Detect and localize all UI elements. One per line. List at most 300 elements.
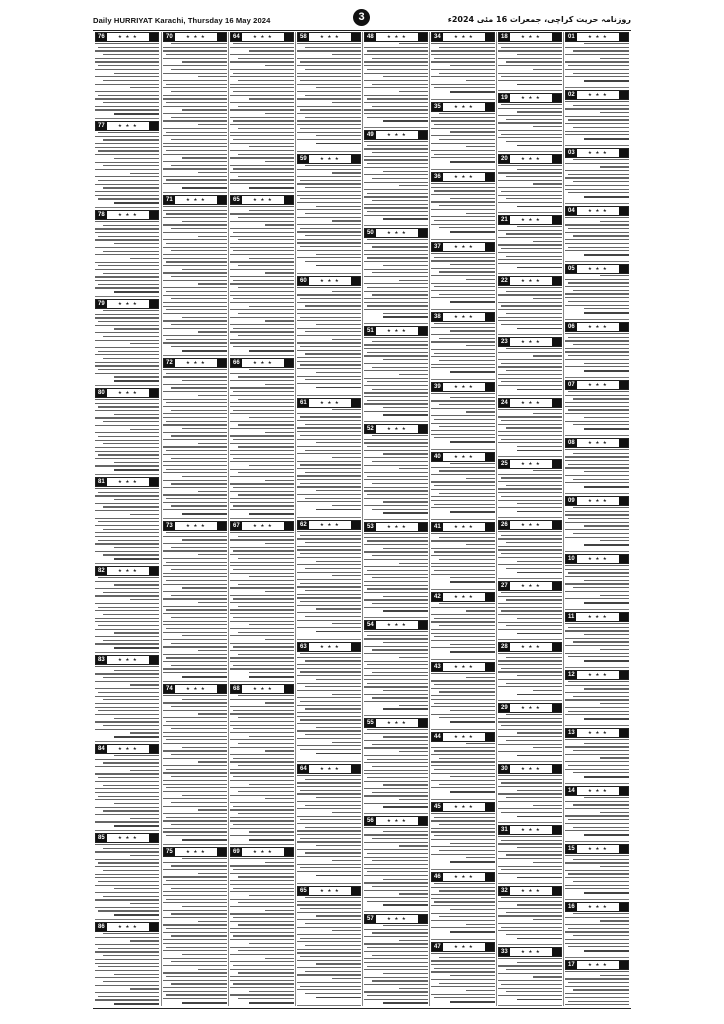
urdu-text-line bbox=[265, 65, 294, 66]
classified-ad bbox=[230, 195, 294, 356]
ad-bar-end-block bbox=[351, 643, 360, 651]
ad-bar-end-block bbox=[149, 300, 158, 308]
urdu-text-line bbox=[300, 346, 361, 347]
classified-ad bbox=[565, 960, 629, 1006]
ad-bar-end-block bbox=[351, 277, 360, 285]
urdu-text-line bbox=[230, 532, 294, 533]
classified-ad bbox=[565, 786, 629, 842]
urdu-text-line bbox=[498, 65, 562, 66]
urdu-text-line bbox=[163, 598, 227, 599]
urdu-text-line bbox=[434, 485, 495, 486]
urdu-text-line bbox=[568, 355, 629, 356]
ads-column bbox=[230, 32, 294, 1006]
urdu-text-line bbox=[166, 102, 227, 103]
classified-ad bbox=[95, 121, 159, 208]
urdu-text-line bbox=[498, 374, 562, 375]
urdu-text-line bbox=[573, 641, 629, 642]
star-ornament-icon: ★ ★ ★ bbox=[117, 123, 138, 129]
urdu-text-line bbox=[431, 120, 495, 121]
urdu-text-line bbox=[498, 442, 562, 443]
urdu-text-line bbox=[95, 417, 159, 418]
urdu-text-line bbox=[265, 480, 294, 481]
urdu-text-line bbox=[297, 376, 361, 377]
urdu-text-line bbox=[332, 623, 361, 624]
urdu-text-line bbox=[163, 168, 227, 169]
urdu-text-line bbox=[130, 684, 159, 685]
urdu-text-line bbox=[265, 958, 294, 959]
urdu-text-line bbox=[238, 765, 294, 766]
classified-ad bbox=[297, 642, 361, 762]
urdu-text-line bbox=[230, 509, 294, 510]
urdu-text-line bbox=[383, 973, 428, 974]
urdu-text-line bbox=[501, 927, 562, 928]
ad-number-bar bbox=[163, 195, 227, 205]
urdu-text-line bbox=[163, 813, 227, 814]
urdu-text-line bbox=[372, 246, 428, 247]
urdu-text-line bbox=[230, 628, 294, 629]
ad-number-bar bbox=[498, 276, 562, 286]
urdu-text-line bbox=[431, 614, 495, 615]
urdu-text-line bbox=[114, 469, 159, 471]
urdu-text-line bbox=[364, 337, 428, 338]
urdu-text-line bbox=[332, 54, 361, 55]
star-ornament-icon: ★ ★ ★ bbox=[587, 846, 608, 852]
urdu-text-line bbox=[95, 866, 159, 867]
urdu-text-line bbox=[431, 327, 495, 328]
ad-bar-end-block bbox=[552, 155, 561, 163]
ad-bar-end-block bbox=[619, 497, 628, 505]
urdu-text-line bbox=[163, 80, 227, 81]
urdu-text-line bbox=[584, 80, 629, 82]
urdu-text-line bbox=[230, 87, 294, 88]
urdu-text-line bbox=[98, 65, 159, 66]
urdu-text-line bbox=[364, 457, 428, 458]
urdu-text-line bbox=[265, 113, 294, 114]
urdu-text-line bbox=[114, 462, 159, 463]
urdu-text-line bbox=[230, 668, 294, 669]
urdu-text-line bbox=[198, 124, 227, 125]
urdu-text-line bbox=[238, 998, 294, 999]
urdu-text-line bbox=[364, 958, 428, 959]
urdu-text-line bbox=[98, 454, 159, 455]
ad-number-bar bbox=[364, 718, 428, 728]
urdu-text-line bbox=[364, 403, 428, 404]
urdu-text-line bbox=[367, 117, 428, 118]
urdu-text-line bbox=[95, 703, 159, 704]
star-ornament-icon: ★ ★ ★ bbox=[319, 888, 340, 894]
urdu-text-line bbox=[565, 108, 629, 109]
urdu-text-line bbox=[130, 903, 159, 904]
urdu-text-line bbox=[249, 369, 294, 370]
urdu-text-line bbox=[431, 854, 495, 855]
urdu-text-line bbox=[163, 210, 227, 211]
ad-text-block bbox=[95, 933, 159, 1005]
urdu-text-line bbox=[300, 128, 361, 129]
urdu-text-line bbox=[230, 102, 294, 103]
urdu-text-line bbox=[364, 694, 428, 695]
urdu-text-line bbox=[364, 148, 428, 149]
ad-number-bar bbox=[565, 960, 629, 970]
classified-ad bbox=[565, 90, 629, 146]
urdu-text-line bbox=[95, 618, 159, 619]
urdu-text-line bbox=[230, 380, 294, 381]
urdu-text-line bbox=[434, 817, 495, 818]
urdu-text-line bbox=[163, 384, 227, 385]
star-ornament-icon: ★ ★ ★ bbox=[520, 583, 541, 589]
urdu-text-line bbox=[367, 777, 428, 778]
star-ornament-icon: ★ ★ ★ bbox=[252, 34, 273, 40]
star-ornament-icon: ★ ★ ★ bbox=[453, 244, 474, 250]
urdu-text-line bbox=[450, 161, 495, 163]
ad-bar-end-block bbox=[485, 453, 494, 461]
urdu-text-line bbox=[517, 790, 562, 791]
urdu-text-line bbox=[265, 591, 294, 592]
urdu-text-line bbox=[568, 409, 629, 410]
urdu-text-line bbox=[498, 302, 562, 303]
urdu-text-line bbox=[431, 474, 495, 475]
urdu-text-line bbox=[316, 372, 361, 373]
urdu-text-line bbox=[364, 566, 428, 567]
urdu-text-line bbox=[439, 691, 495, 692]
ad-number: 26 bbox=[501, 522, 508, 528]
urdu-text-line bbox=[163, 128, 227, 129]
urdu-text-line bbox=[316, 608, 361, 609]
urdu-text-line bbox=[364, 803, 428, 804]
urdu-text-line bbox=[565, 101, 629, 102]
urdu-text-line bbox=[297, 124, 361, 125]
urdu-text-line bbox=[297, 120, 361, 121]
urdu-text-line bbox=[367, 476, 428, 477]
ad-number-bar bbox=[565, 612, 629, 622]
urdu-text-line bbox=[367, 853, 428, 854]
urdu-text-line bbox=[600, 166, 629, 167]
ad-number-bar bbox=[364, 32, 428, 42]
urdu-text-line bbox=[431, 680, 495, 681]
urdu-text-line bbox=[431, 960, 495, 961]
urdu-text-line bbox=[238, 924, 294, 925]
urdu-text-line bbox=[431, 423, 495, 424]
urdu-text-line bbox=[364, 276, 428, 277]
urdu-text-line bbox=[506, 991, 562, 992]
ad-text-block bbox=[498, 897, 562, 939]
urdu-text-line bbox=[573, 804, 629, 805]
urdu-text-line bbox=[171, 802, 227, 803]
urdu-text-line bbox=[364, 857, 428, 858]
urdu-text-line bbox=[498, 43, 562, 44]
urdu-text-line bbox=[166, 721, 227, 722]
urdu-text-line bbox=[230, 643, 294, 644]
urdu-text-line bbox=[163, 87, 227, 88]
urdu-text-line bbox=[230, 183, 294, 184]
urdu-text-line bbox=[434, 968, 495, 969]
urdu-text-line bbox=[166, 787, 227, 788]
star-ornament-icon: ★ ★ ★ bbox=[520, 461, 541, 467]
urdu-text-line bbox=[103, 699, 159, 700]
urdu-text-line bbox=[163, 784, 227, 785]
urdu-text-line bbox=[163, 550, 227, 551]
ad-bar-end-block bbox=[485, 523, 494, 531]
urdu-text-line bbox=[95, 228, 159, 229]
urdu-text-line bbox=[364, 747, 428, 748]
urdu-text-line bbox=[431, 846, 495, 847]
ad-bar-end-block bbox=[149, 656, 158, 664]
urdu-text-line bbox=[163, 306, 227, 307]
urdu-text-line bbox=[297, 91, 361, 92]
urdu-text-line bbox=[506, 599, 562, 600]
ad-number: 78 bbox=[98, 212, 105, 218]
urdu-text-line bbox=[230, 339, 294, 340]
urdu-text-line bbox=[95, 325, 159, 326]
urdu-text-line bbox=[584, 138, 629, 140]
star-ornament-icon: ★ ★ ★ bbox=[117, 390, 138, 396]
urdu-text-line bbox=[166, 339, 227, 340]
urdu-text-line bbox=[171, 139, 227, 140]
urdu-text-line bbox=[297, 690, 361, 691]
urdu-text-line bbox=[98, 692, 159, 693]
urdu-text-line bbox=[98, 351, 159, 352]
urdu-text-line bbox=[383, 642, 428, 643]
urdu-text-line bbox=[565, 131, 629, 132]
ad-bar-end-block bbox=[485, 173, 494, 181]
star-ornament-icon: ★ ★ ★ bbox=[453, 944, 474, 950]
urdu-text-line bbox=[163, 106, 227, 107]
urdu-text-line bbox=[364, 465, 428, 466]
star-ornament-icon: ★ ★ ★ bbox=[587, 498, 608, 504]
urdu-text-line bbox=[163, 146, 227, 147]
urdu-text-line bbox=[367, 635, 428, 636]
ad-number: 65 bbox=[233, 197, 240, 203]
ad-bar-end-block bbox=[552, 338, 561, 346]
star-ornament-icon: ★ ★ ★ bbox=[520, 34, 541, 40]
urdu-text-line bbox=[372, 178, 428, 179]
ad-number-bar bbox=[431, 452, 495, 462]
urdu-text-line bbox=[171, 435, 227, 436]
urdu-text-line bbox=[431, 201, 495, 202]
star-ornament-icon: ★ ★ ★ bbox=[185, 686, 206, 692]
urdu-text-line bbox=[450, 397, 495, 398]
ad-text-block bbox=[431, 113, 495, 163]
ad-text-block bbox=[230, 369, 294, 515]
classified-ad bbox=[431, 732, 495, 800]
urdu-text-line bbox=[498, 596, 562, 597]
urdu-text-line bbox=[501, 782, 562, 783]
urdu-text-line bbox=[584, 718, 629, 720]
urdu-text-line bbox=[297, 904, 361, 905]
urdu-text-line bbox=[383, 453, 428, 454]
urdu-text-line bbox=[431, 621, 495, 622]
urdu-text-line bbox=[565, 185, 629, 186]
classified-ad bbox=[498, 886, 562, 945]
urdu-text-line bbox=[230, 387, 294, 388]
ad-bar-end-block bbox=[485, 103, 494, 111]
urdu-text-line bbox=[501, 439, 562, 440]
ad-number-bar bbox=[498, 337, 562, 347]
urdu-text-line bbox=[238, 606, 294, 607]
urdu-text-line bbox=[230, 143, 294, 144]
urdu-text-line bbox=[265, 750, 294, 751]
urdu-text-line bbox=[431, 187, 495, 188]
urdu-text-line bbox=[498, 858, 562, 859]
urdu-text-line bbox=[364, 396, 428, 397]
urdu-text-line bbox=[498, 244, 562, 245]
urdu-text-line bbox=[498, 180, 562, 181]
urdu-text-line bbox=[367, 381, 428, 382]
urdu-text-line bbox=[565, 931, 629, 932]
urdu-text-line bbox=[568, 391, 629, 392]
urdu-text-line bbox=[466, 345, 495, 346]
ad-number: 64 bbox=[233, 34, 240, 40]
urdu-text-line bbox=[297, 712, 361, 713]
urdu-text-line bbox=[565, 297, 629, 298]
ad-text-block bbox=[230, 532, 294, 678]
urdu-text-line bbox=[431, 533, 495, 534]
column-divider bbox=[563, 32, 564, 1006]
star-ornament-icon: ★ ★ ★ bbox=[117, 835, 138, 841]
ad-number: 31 bbox=[501, 827, 508, 833]
urdu-text-line bbox=[103, 165, 159, 166]
star-ornament-icon: ★ ★ ★ bbox=[453, 314, 474, 320]
urdu-text-line bbox=[95, 69, 159, 70]
urdu-text-line bbox=[565, 971, 629, 972]
urdu-text-line bbox=[498, 793, 562, 794]
urdu-text-line bbox=[230, 395, 294, 396]
ad-number-bar bbox=[565, 32, 629, 42]
urdu-text-line bbox=[230, 820, 294, 821]
urdu-text-line bbox=[114, 158, 159, 159]
urdu-text-line bbox=[230, 873, 294, 874]
urdu-text-line bbox=[297, 202, 361, 203]
urdu-text-line bbox=[450, 644, 495, 645]
urdu-text-line bbox=[584, 892, 629, 894]
urdu-text-line bbox=[166, 994, 227, 995]
star-ornament-icon: ★ ★ ★ bbox=[117, 568, 138, 574]
urdu-text-line bbox=[300, 364, 361, 365]
classified-ad bbox=[431, 242, 495, 310]
urdu-text-line bbox=[163, 791, 227, 792]
urdu-text-line bbox=[372, 341, 428, 342]
urdu-text-line bbox=[498, 531, 562, 532]
urdu-text-line bbox=[431, 500, 495, 501]
ad-text-block bbox=[498, 775, 562, 817]
urdu-text-line bbox=[498, 492, 562, 493]
urdu-text-line bbox=[498, 965, 562, 966]
urdu-text-line bbox=[163, 910, 227, 911]
urdu-text-line bbox=[466, 677, 495, 678]
urdu-text-line bbox=[498, 309, 562, 310]
star-ornament-icon: ★ ★ ★ bbox=[587, 34, 608, 40]
urdu-text-line bbox=[238, 335, 294, 336]
star-ornament-icon: ★ ★ ★ bbox=[117, 479, 138, 485]
urdu-text-line bbox=[238, 632, 294, 633]
urdu-text-line bbox=[565, 224, 629, 225]
urdu-text-line bbox=[364, 167, 428, 168]
urdu-text-line bbox=[163, 465, 227, 466]
urdu-text-line bbox=[163, 668, 227, 669]
urdu-text-line bbox=[297, 420, 361, 421]
classified-ad bbox=[565, 844, 629, 900]
urdu-text-line bbox=[249, 417, 294, 418]
urdu-text-line bbox=[565, 449, 629, 450]
urdu-text-line bbox=[372, 58, 428, 59]
urdu-text-line bbox=[305, 805, 361, 806]
urdu-text-line bbox=[498, 843, 562, 844]
urdu-text-line bbox=[249, 839, 294, 841]
ad-bar-end-block bbox=[284, 685, 293, 693]
ad-number: 10 bbox=[568, 556, 575, 562]
urdu-text-line bbox=[506, 854, 562, 855]
urdu-text-line bbox=[163, 536, 227, 537]
ad-number-bar bbox=[163, 521, 227, 531]
urdu-text-line bbox=[506, 568, 562, 569]
urdu-text-line bbox=[297, 209, 361, 210]
star-ornament-icon: ★ ★ ★ bbox=[453, 664, 474, 670]
urdu-text-line bbox=[114, 202, 159, 204]
urdu-text-line bbox=[163, 891, 227, 892]
urdu-text-line bbox=[95, 191, 159, 192]
urdu-text-line bbox=[233, 617, 294, 618]
urdu-text-line bbox=[498, 775, 562, 776]
urdu-text-line bbox=[230, 780, 294, 781]
urdu-text-line bbox=[506, 176, 562, 177]
urdu-text-line bbox=[182, 476, 227, 477]
urdu-text-line bbox=[300, 701, 361, 702]
urdu-text-line bbox=[163, 702, 227, 703]
urdu-text-line bbox=[434, 87, 495, 88]
urdu-text-line bbox=[166, 739, 227, 740]
star-ornament-icon: ★ ★ ★ bbox=[520, 278, 541, 284]
urdu-text-line bbox=[364, 827, 428, 828]
urdu-text-line bbox=[434, 997, 495, 998]
urdu-text-line bbox=[364, 897, 428, 898]
ad-number-bar bbox=[230, 195, 294, 205]
ad-number: 05 bbox=[568, 266, 575, 272]
urdu-text-line bbox=[434, 636, 495, 637]
urdu-text-line bbox=[565, 862, 629, 863]
urdu-text-line bbox=[230, 884, 294, 885]
urdu-text-line bbox=[568, 228, 629, 229]
urdu-text-line bbox=[372, 200, 428, 201]
ad-bar-end-block bbox=[552, 643, 561, 651]
urdu-text-line bbox=[238, 791, 294, 792]
urdu-text-line bbox=[163, 820, 227, 821]
urdu-text-line bbox=[600, 540, 629, 541]
urdu-text-line bbox=[367, 98, 428, 99]
urdu-text-line bbox=[95, 621, 159, 622]
star-ornament-icon: ★ ★ ★ bbox=[453, 34, 474, 40]
urdu-text-line bbox=[431, 367, 495, 368]
ad-number: 48 bbox=[367, 34, 374, 40]
urdu-text-line bbox=[584, 602, 629, 604]
urdu-text-line bbox=[498, 481, 562, 482]
urdu-text-line bbox=[163, 980, 227, 981]
ad-number: 71 bbox=[166, 197, 173, 203]
urdu-text-line bbox=[95, 877, 159, 878]
urdu-text-line bbox=[265, 862, 294, 863]
urdu-text-line bbox=[431, 400, 495, 401]
ad-number-bar bbox=[431, 522, 495, 532]
urdu-text-line bbox=[95, 465, 159, 466]
urdu-text-line bbox=[163, 399, 227, 400]
urdu-text-line bbox=[517, 938, 562, 940]
urdu-text-line bbox=[364, 533, 428, 534]
urdu-text-line bbox=[163, 606, 227, 607]
urdu-text-line bbox=[517, 267, 562, 269]
urdu-text-line bbox=[300, 246, 361, 247]
urdu-text-line bbox=[498, 317, 562, 318]
classified-ad bbox=[230, 847, 294, 1006]
urdu-text-line bbox=[431, 408, 495, 409]
urdu-text-line bbox=[300, 819, 361, 820]
